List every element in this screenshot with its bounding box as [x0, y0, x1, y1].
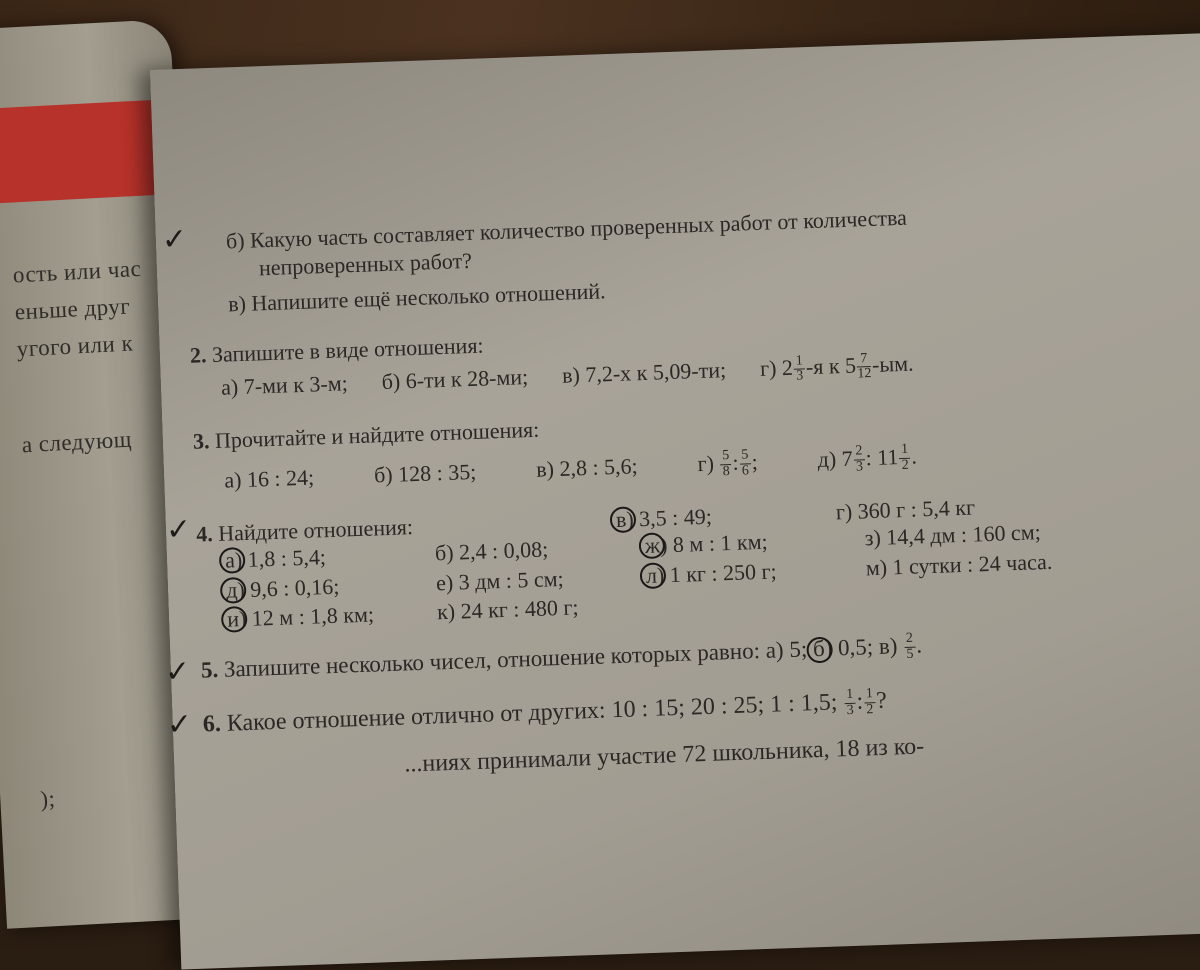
task2-number: 2. — [189, 341, 207, 368]
task4-item-z: з) 14,4 дм : 160 см; — [864, 519, 1042, 551]
task5-v: в) $\frac{2}{5}$ . — [878, 631, 923, 662]
task4-item-d: д) 9,6 : 0,16; — [226, 569, 437, 604]
task4-item-k: к) 24 кг : 480 г; — [436, 594, 579, 625]
task3-title: Прочитайте и найдите отношения: — [214, 416, 540, 454]
task1-v: в) Напишите ещё несколько отношений. — [227, 278, 606, 317]
task4-item-i: и) 12 м : 1,8 км; — [227, 599, 438, 634]
task6: ✓ 6. Какое отношение отлично от других: 10 : 15; 20 : 25; 1 : 1,5; $\frac{1}{3}$ : $\frac{1}{2}$ ? — [166, 686, 888, 743]
task3-item-b: б) 128 : 35; — [373, 458, 477, 488]
checkmark-icon: ✓ — [161, 221, 188, 258]
task1-b: б) Какую часть составляет количество проверенных работ от количества — [225, 204, 908, 254]
task4-title: Найдите отношения: — [217, 513, 414, 546]
left-page-line-4: а следующ — [21, 426, 133, 458]
task3-item-d: д) 7 $\frac{2}{3}$ : 11 $\frac{1}{2}$ . — [817, 442, 918, 475]
task3-item-v: в) 2,8 : 5,6; — [535, 452, 639, 482]
task3 — [193, 393, 1195, 498]
task4-item-e: е) 3 дм : 5 см; — [435, 565, 565, 596]
task4-item-v: в) 3,5 : 49; — [615, 498, 836, 533]
task4-number: 4. — [195, 520, 214, 547]
checkmark-icon: ✓ — [164, 653, 191, 690]
task6-number: 6. — [202, 710, 222, 738]
right-book-page — [150, 32, 1200, 970]
task7-partial: ...ниях принимали участие 72 школьника, 18 из ко- — [403, 733, 925, 778]
left-page-line-1: ость или час — [12, 255, 142, 288]
task4-item-zh: ж) 8 м : 1 км; — [644, 525, 865, 560]
task2-item-b: б) 6-ти к 28-ми; — [381, 363, 529, 395]
task5-b: б) 0,5; — [812, 633, 874, 661]
exercise-content — [161, 194, 1200, 787]
task4-item-b: б) 2,4 : 0,08; — [434, 536, 549, 566]
task5-text: Запишите несколько чисел, отношение которых равно: — [223, 637, 761, 682]
task5-number: 5. — [200, 656, 219, 683]
task3-number: 3. — [192, 428, 210, 454]
task4-item-m: м) 1 сутки : 24 часа. — [865, 548, 1053, 581]
left-page-line-3: угого или к — [16, 330, 134, 362]
task4 — [165, 486, 1199, 635]
task4-item-a: а) 1,8 : 5,4; — [225, 540, 436, 575]
task2-item-v: в) 7,2-х к 5,09-ти; — [561, 357, 727, 388]
task3-item-a: а) 16 : 24; — [223, 464, 315, 493]
checkmark-icon: ✓ — [165, 511, 192, 548]
task2-title: Запишите в виде отношения: — [211, 332, 484, 367]
left-page-line-2: еньше друг — [14, 293, 131, 325]
task4-item-l: л) 1 кг : 250 г; — [645, 554, 866, 589]
task1-b-continued: непроверенных работ? — [258, 247, 473, 280]
left-page-line-5: ); — [39, 786, 57, 812]
task3-item-g: г) $\frac{5}{8}$ : $\frac{5}{6}$ ; — [697, 447, 759, 480]
checkmark-icon: ✓ — [166, 706, 193, 743]
task2-item-g: г) 2 $\frac{1}{3}$ -я к 5 $\frac{7}{12}$ -ым. — [759, 350, 914, 385]
task4-item-g: г) 360 г : 5,4 кг — [835, 494, 976, 525]
task5 — [164, 621, 1200, 690]
task5-a: а) 5; — [765, 636, 808, 663]
task6-text: Какое отношение отлично от других: 10 : 15; 20 : 25; 1 : 1,5; — [226, 689, 838, 737]
task2-item-a: а) 7-ми к 3-м; — [220, 370, 349, 400]
